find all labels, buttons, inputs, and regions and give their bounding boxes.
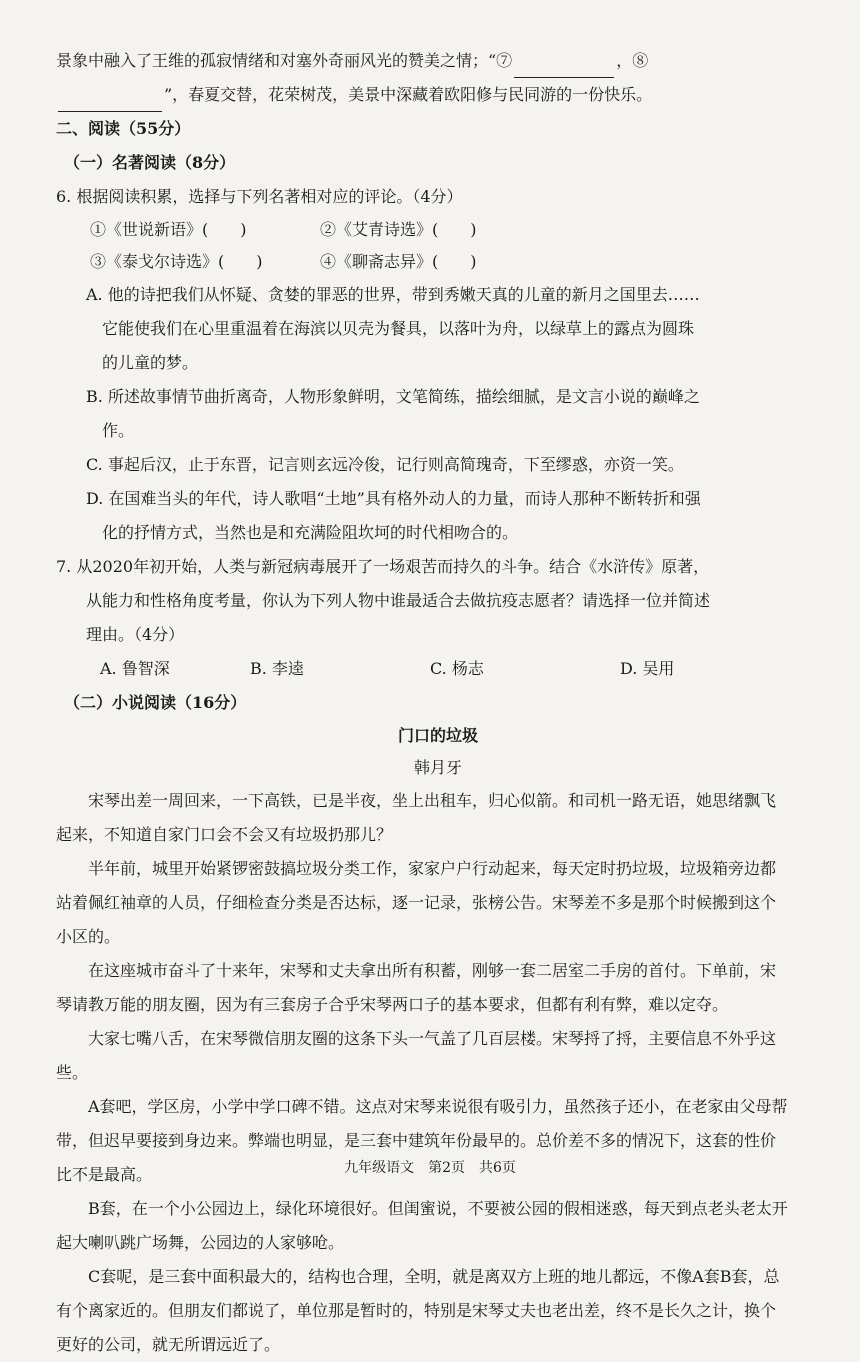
section-title: 二、阅读（55分） — [56, 119, 191, 138]
q6-stem: 6. 根据阅读积累，选择与下列名著相对应的评论。（4分） — [56, 187, 463, 206]
q6-option-a: A. 他的诗把我们从怀疑、贪婪的罪恶的世界，带到秀嫩天真的儿童的新月之国里去…… — [86, 285, 700, 304]
book-item: ①《世说新语》( ) — [90, 220, 247, 239]
q7-option-d[interactable]: D. 吴用 — [620, 659, 675, 678]
book-item: ③《泰戈尔诗选》( ) — [90, 252, 263, 271]
story-paragraph: A套吧，学区房，小学中学口碑不错。这点对宋琴来说很有吸引力，虽然孩子还小，在老家由父母帮带，但迟早要接到身边来。弊端也明显，是三套中建筑年份最早的。总价差不多的情况下，这套的性价比不是最高。 — [56, 1097, 788, 1184]
story-paragraph: B套，在一个小公园边上，绿化环境很好。但闺蜜说，不要被公园的假相迷惑，每天到点老头老太开起大喇叭跳广场舞，公园边的人家够呛。 — [56, 1199, 788, 1252]
book-item: ②《艾青诗选》( ) — [320, 220, 477, 239]
q6-option-a-cont: 它能使我们在心里重温着在海滨以贝壳为餐具，以落叶为舟，以绿草上的露点为圆珠 — [102, 319, 695, 338]
q7-option-c[interactable]: C. 杨志 — [430, 659, 484, 678]
story-paragraph: 半年前，城里开始紧锣密鼓搞垃圾分类工作，家家户户行动起来，每天定时扔垃圾，垃圾箱旁边都站着佩红袖章的人员，仔细检查分类是否达标，逐一记录，张榜公告。宋琴差不多是那个时候搬到这个小区的。 — [56, 859, 777, 946]
q7-option-b[interactable]: B. 李逵 — [250, 659, 304, 678]
story-title: 门口的垃圾 — [397, 726, 478, 745]
part1-title: （一）名著阅读（8分） — [64, 153, 236, 172]
fill-line-2: ”，春夏交替，花荣树茂，美景中深藏着欧阳修与民同游的一份快乐。 — [56, 78, 790, 112]
page-footer: 九年级语文 第2页 共6页 — [344, 1160, 516, 1176]
q7-options — [56, 652, 790, 686]
q6-option-d: D. 在国难当头的年代，诗人歌唱“土地”具有格外动人的力量，而诗人那种不断转折和强 — [86, 489, 701, 508]
q6-books-row-1 — [56, 214, 790, 246]
q7-stem-cont: 从能力和性格角度考量，你认为下列人物中谁最适合去做抗疫志愿者？请选择一位并简述 — [86, 591, 711, 610]
q7-stem-cont: 理由。（4分） — [86, 625, 185, 644]
story-author: 韩月牙 — [413, 758, 462, 777]
story-paragraph: 大家七嘴八舌，在宋琴微信朋友圈的这条下头一气盖了几百层楼。宋琴捋了捋，主要信息不外乎这些。 — [56, 1029, 777, 1082]
story-paragraph: C套呢，是三套中面积最大的，结构也合理，全明，就是离双方上班的地儿都远，不像A套B套，总有个离家近的。但朋友们都说了，单位那是暂时的，特别是宋琴丈夫也老出差，终不是长久之计，换个更好的公司，就无所谓远近了。 — [56, 1267, 780, 1354]
book-item: ④《聊斋志异》( ) — [320, 252, 477, 271]
part2-title: （二）小说阅读（16分） — [64, 693, 247, 712]
fill-line-1: 景象中融入了王维的孤寂情绪和对塞外奇丽风光的赞美之情；“⑦ ，⑧ — [56, 44, 790, 78]
answer-blank-8[interactable] — [58, 93, 162, 112]
q6-option-b: B. 所述故事情节曲折离奇，人物形象鲜明，文笔简练，描绘细腻，是文言小说的巅峰之 — [86, 387, 700, 406]
q6-option-a-cont: 的儿童的梦。 — [102, 353, 199, 372]
answer-blank-7[interactable] — [514, 59, 614, 78]
story-paragraph: 在这座城市奋斗了十来年，宋琴和丈夫拿出所有积蓄，刚够一套二居室二手房的首付。下单前，宋琴请教万能的朋友圈，因为有三套房子合乎宋琴两口子的基本要求，但都有利有弊，难以定夺。 — [56, 961, 777, 1014]
q6-option-c: C. 事起后汉，止于东晋，记言则玄远冷俊，记行则高简瑰奇，下至缪惑，亦资一笑。 — [86, 455, 684, 474]
story-paragraph: 宋琴出差一周回来，一下高铁，已是半夜，坐上出租车，归心似箭。和司机一路无语，她思绪飘飞起来，不知道自家门口会不会又有垃圾扔那儿？ — [56, 791, 777, 844]
q6-option-d-cont: 化的抒情方式，当然也是和充满险阻坎坷的时代相吻合的。 — [102, 523, 519, 542]
q7-stem: 7. 从2020年初开始，人类与新冠病毒展开了一场艰苦而持久的斗争。结合《水浒传》原著， — [56, 557, 710, 576]
q6-books-row-2 — [56, 246, 790, 278]
q6-option-b-cont: 作。 — [102, 421, 135, 440]
q7-option-a[interactable]: A. 鲁智深 — [100, 659, 170, 678]
story-body — [56, 784, 790, 1362]
